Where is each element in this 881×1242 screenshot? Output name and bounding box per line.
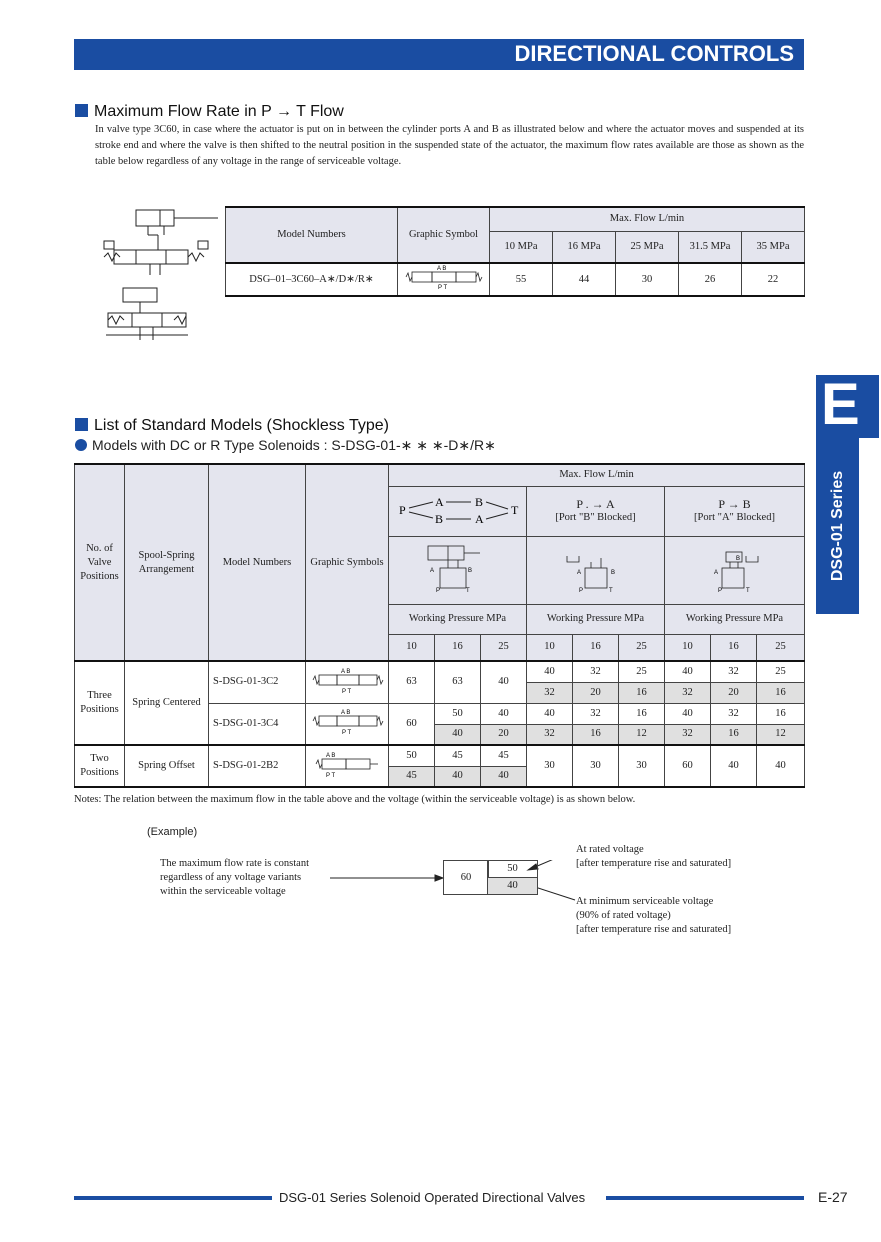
example-label: (Example)	[147, 826, 198, 838]
flow-value: 50	[435, 703, 481, 724]
circuit-symbol-3	[665, 536, 805, 604]
flow-value: 55	[490, 263, 553, 296]
flow-path-1-header	[389, 486, 527, 536]
square-bullet-icon	[75, 104, 88, 117]
flow-value: 50	[389, 745, 435, 766]
pressure-header: 16	[435, 634, 481, 661]
rated-voltage-text	[576, 843, 731, 871]
flow-value: 45	[481, 745, 527, 766]
page-header-band	[74, 39, 804, 70]
table-row	[226, 263, 805, 296]
side-tab-letter-text: E	[821, 372, 860, 437]
example-box-top: 50	[487, 860, 538, 878]
section-2-subheading	[75, 437, 496, 454]
valve-3c4-symbol-icon	[309, 706, 385, 736]
col-header-model: Model Numbers	[226, 207, 398, 263]
positions-cell: Three Positions	[75, 661, 125, 745]
flow-value: 45	[435, 745, 481, 766]
pressure-header: 16	[711, 634, 757, 661]
graphic-symbol-cell	[306, 703, 389, 745]
table-row	[75, 661, 805, 682]
model-number-cell: S-DSG-01-2B2	[209, 745, 306, 787]
section-1-paragraph: In valve type 3C60, in case where the actuator is put on in between the cylinder ports A and B as illustrated below and where the actuator moves and suspended at its stroke end and where the valve is then shifted to the neutral position in the suspended state of the actuator, the maximum flow rates available are those as shown as the table below regardless of any voltage in the range of serviceable voltage.	[95, 124, 804, 167]
col-header-max-flow: Max. Flow L/min	[490, 207, 805, 231]
flow-value: 40	[665, 703, 711, 724]
svg-text:T: T	[510, 502, 518, 517]
flow-value: 32	[711, 703, 757, 724]
spool-cell: Spring Centered	[125, 661, 209, 745]
model-number-cell: S-DSG-01-3C2	[209, 661, 306, 703]
svg-text:P: P	[717, 587, 722, 594]
example-box-bottom: 40	[487, 877, 538, 895]
port-a-blocked-symbol-icon	[700, 542, 770, 594]
flow-path-2-label: P . → A	[576, 497, 615, 511]
page-header-title: DIRECTIONAL CONTROLS	[514, 41, 794, 66]
flow-value: 25	[619, 661, 665, 682]
positions-cell: Two Positions	[75, 745, 125, 787]
spool-cell: Spring Offset	[125, 745, 209, 787]
square-bullet-icon	[75, 418, 88, 431]
port-b-blocked-symbol-icon	[561, 542, 631, 594]
footer-rule-left	[74, 1196, 272, 1200]
svg-text:B: B	[735, 555, 740, 562]
svg-text:A: A	[576, 569, 581, 576]
minimum-line: (90% of rated voltage)	[576, 910, 671, 921]
rated-line: At rated voltage	[576, 844, 644, 855]
cylinder-circuit-diagram	[98, 205, 220, 355]
svg-text:P: P	[435, 587, 440, 594]
svg-text:P T: P T	[342, 688, 352, 695]
flow-value: 26	[679, 263, 742, 296]
col-header-positions: No. of Valve Positions	[75, 464, 125, 661]
section-2-heading	[75, 417, 389, 435]
svg-text:T: T	[745, 587, 750, 594]
example-left-line: regardless of any voltage variants	[160, 872, 302, 883]
col-header-model: Model Numbers	[209, 464, 306, 661]
flow-value: 40	[481, 661, 527, 703]
pressure-header: 25 MPa	[616, 231, 679, 263]
flow-value: 30	[619, 745, 665, 787]
svg-text:A B: A B	[436, 266, 446, 272]
col-header-symbol: Graphic Symbol	[398, 207, 490, 263]
flow-value: 32	[665, 682, 711, 703]
svg-text:B: B	[610, 569, 615, 576]
svg-text:P T: P T	[326, 772, 336, 779]
side-tab-series-text: DSG-01 Series	[829, 470, 846, 582]
graphic-symbol-cell	[306, 745, 389, 787]
flow-value: 30	[573, 745, 619, 787]
flow-value: 20	[711, 682, 757, 703]
svg-text:B: B	[474, 494, 483, 509]
circle-bullet-icon	[75, 439, 87, 451]
flow-value: 40	[527, 661, 573, 682]
graphic-symbol-cell	[306, 661, 389, 703]
side-tab-series	[816, 438, 859, 614]
flow-path-3-header	[665, 486, 805, 536]
model-number-cell: DSG–01–3C60–A∗/D∗/R∗	[226, 263, 398, 296]
flow-value: 32	[711, 661, 757, 682]
flow-value: 16	[757, 682, 805, 703]
flow-value: 16	[757, 703, 805, 724]
svg-text:T: T	[465, 587, 470, 594]
flow-value: 44	[553, 263, 616, 296]
footer-rule-right	[606, 1196, 804, 1200]
example-box-main: 60	[443, 860, 489, 895]
flow-value: 60	[389, 703, 435, 745]
circuit-symbol-1	[389, 536, 527, 604]
working-pressure-header: Working Pressure MPa	[665, 604, 805, 634]
pressure-header: 10	[665, 634, 711, 661]
flow-value: 22	[742, 263, 805, 296]
cylinder-symbol-icon	[418, 542, 498, 594]
flow-value: 63	[389, 661, 435, 703]
svg-text:A: A	[474, 511, 484, 526]
col-header-max-flow: Max. Flow L/min	[389, 464, 805, 486]
working-pressure-header: Working Pressure MPa	[527, 604, 665, 634]
pressure-header: 35 MPa	[742, 231, 805, 263]
pressure-header: 10 MPa	[490, 231, 553, 263]
svg-text:P T: P T	[342, 730, 352, 737]
svg-text:A B: A B	[341, 668, 351, 675]
flow-value: 40	[527, 703, 573, 724]
flow-value: 25	[757, 661, 805, 682]
circuit-symbol-2	[527, 536, 665, 604]
graphic-symbol-cell	[398, 263, 490, 296]
minimum-voltage-text	[576, 895, 731, 937]
flow-path-diagram	[391, 488, 525, 530]
minimum-line: [after temperature rise and saturated]	[576, 924, 732, 935]
svg-text:A B: A B	[341, 710, 351, 717]
pressure-header: 16	[573, 634, 619, 661]
pressure-header: 25	[481, 634, 527, 661]
col-header-spool: Spool-Spring Arrangement	[125, 464, 209, 661]
section-2-title: List of Standard Models (Shockless Type)	[94, 417, 389, 434]
flow-value: 32	[665, 724, 711, 745]
flow-value: 40	[665, 661, 711, 682]
table-notes: Notes: The relation between the maximum flow in the table above and the voltage (within the serviceable voltage) is as shown below.	[74, 794, 636, 805]
minimum-line: At minimum serviceable voltage	[576, 896, 714, 907]
flow-value: 40	[435, 724, 481, 745]
flow-value: 40	[481, 766, 527, 787]
pressure-header: 25	[619, 634, 665, 661]
flow-value: 40	[435, 766, 481, 787]
page-number: E-27	[818, 1189, 848, 1205]
rated-line: [after temperature rise and saturated]	[576, 858, 732, 869]
flow-value: 30	[527, 745, 573, 787]
example-left-line: within the serviceable voltage	[160, 886, 286, 897]
flow-value: 45	[389, 766, 435, 787]
svg-text:B: B	[434, 511, 443, 526]
flow-value: 40	[711, 745, 757, 787]
svg-text:P: P	[578, 587, 583, 594]
svg-text:P: P	[398, 502, 406, 517]
flow-value: 60	[665, 745, 711, 787]
footer-title: DSG-01 Series Solenoid Operated Directional Valves	[279, 1190, 586, 1205]
pressure-header: 10	[389, 634, 435, 661]
pressure-header: 31.5 MPa	[679, 231, 742, 263]
pressure-header: 10	[527, 634, 573, 661]
example-left-text	[160, 857, 309, 899]
valve-3c2-symbol-icon	[309, 665, 385, 695]
svg-text:P T: P T	[437, 285, 447, 290]
working-pressure-header: Working Pressure MPa	[389, 604, 527, 634]
pressure-header: 25	[757, 634, 805, 661]
flow-value: 16	[711, 724, 757, 745]
flow-value: 40	[481, 703, 527, 724]
svg-text:A: A	[713, 569, 718, 576]
flow-value: 20	[573, 682, 619, 703]
section-1-heading	[75, 103, 344, 121]
flow-value: 40	[757, 745, 805, 787]
flow-value: 32	[527, 682, 573, 703]
flow-value: 63	[435, 661, 481, 703]
flow-value: 16	[619, 682, 665, 703]
table-row	[75, 745, 805, 766]
svg-text:A: A	[429, 567, 434, 574]
example-left-line: The maximum flow rate is constant	[160, 858, 310, 869]
valve-symbol-icon	[404, 264, 484, 290]
model-number-cell: S-DSG-01-3C4	[209, 703, 306, 745]
section-1-title: Maximum Flow Rate in P → T Flow	[94, 103, 344, 120]
flow-value: 16	[619, 703, 665, 724]
pressure-header: 16 MPa	[553, 231, 616, 263]
flow-value: 32	[573, 703, 619, 724]
svg-text:A B: A B	[326, 752, 336, 759]
flow-value: 32	[527, 724, 573, 745]
svg-text:T: T	[608, 587, 613, 594]
flow-path-3-sub: [Port "A" Blocked]	[694, 512, 775, 523]
flow-value: 32	[573, 661, 619, 682]
side-tab-letter	[816, 372, 879, 438]
flow-path-2-sub: [Port "B" Blocked]	[555, 512, 636, 523]
section-2-subtitle: Models with DC or R Type Solenoids : S-DSG-01-∗ ∗ ∗-D∗/R∗	[92, 437, 496, 453]
col-header-symbols: Graphic Symbols	[306, 464, 389, 661]
flow-value: 12	[619, 724, 665, 745]
max-flow-table	[225, 206, 805, 297]
flow-path-2-header	[527, 486, 665, 536]
flow-value: 30	[616, 263, 679, 296]
valve-2b2-symbol-icon	[312, 749, 382, 779]
flow-value: 16	[573, 724, 619, 745]
svg-text:B: B	[467, 567, 472, 574]
flow-value: 12	[757, 724, 805, 745]
flow-value: 20	[481, 724, 527, 745]
flow-path-3-label: P → B	[718, 497, 751, 511]
svg-text:A: A	[434, 494, 444, 509]
standard-models-table	[74, 463, 805, 788]
